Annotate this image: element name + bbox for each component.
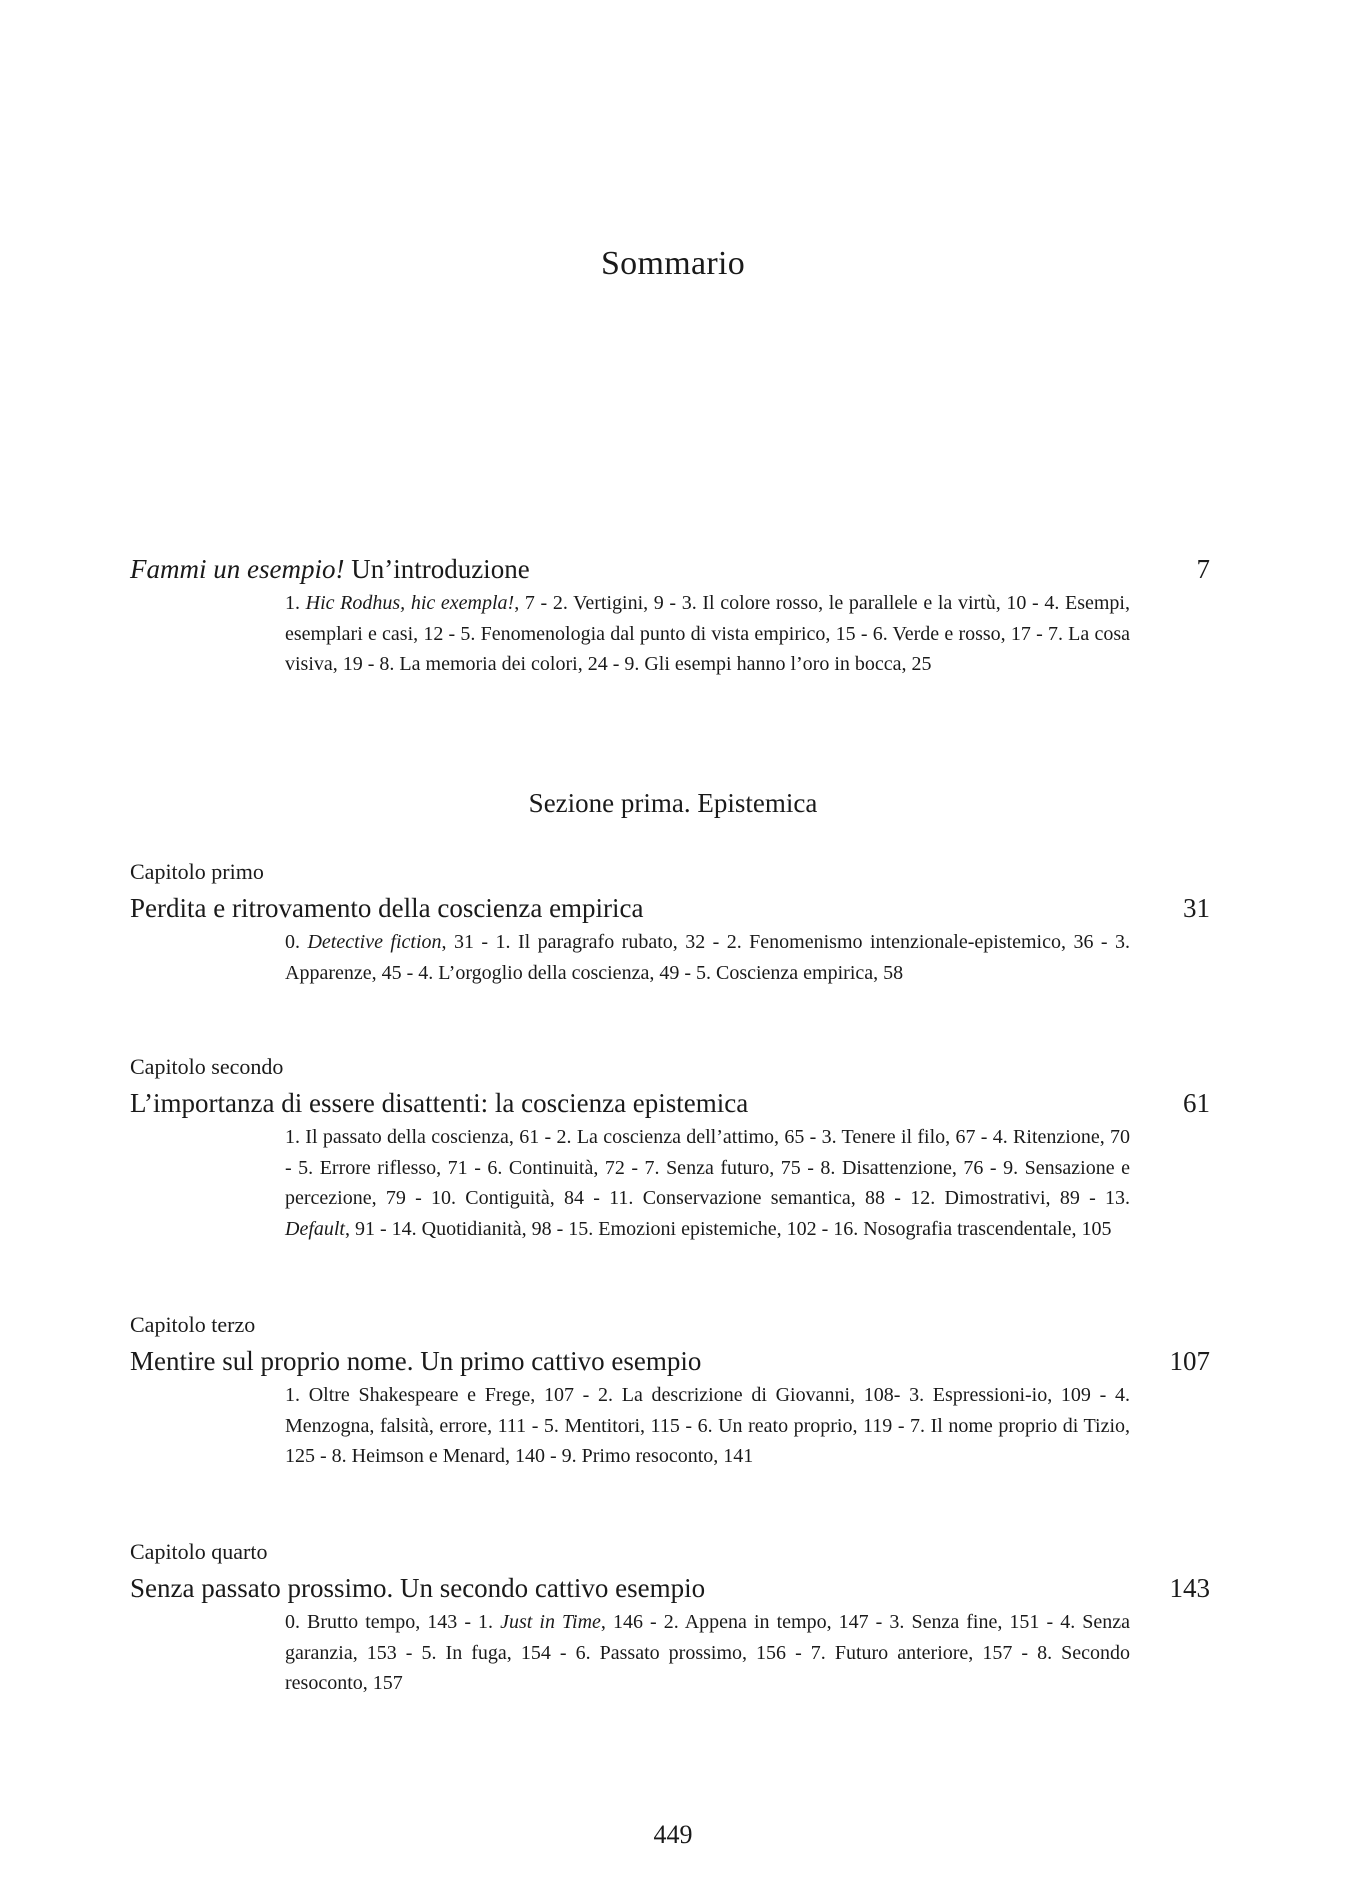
- toc-entry-intro: [130, 550, 1210, 680]
- summary-italic: Default: [285, 1217, 345, 1240]
- summary-text: , 7 - 2. Vertigini, 9 - 3. Il colore rosso, le parallele e la virtù, 10 - 4. Esempi, esemplari e casi, 12 - 5. Fenomenologia dal punto di vista empirico, 15 - 6. Verde e rosso, 17 - 7. La cosa visiva, 19 - 8. La memoria dei colori, 24 - 9. Gli esempi hanno l’oro in bocca, 25: [285, 592, 1130, 675]
- entry-page-number: 143: [1169, 1573, 1210, 1603]
- summary-text: , 31 - 1. Il paragrafo rubato, 32 - 2. Fenomenismo intenzionale-epistemico, 36 - 3. Apparenze, 45 - 4. L’orgoglio della coscienza, 49 - 5. Coscienza empirica, 58: [285, 931, 1130, 984]
- entry-title: [130, 1569, 1210, 1607]
- toc-entry-chapter-4: [130, 1535, 1210, 1699]
- toc-entry-chapter-3: [130, 1308, 1210, 1472]
- entry-title-italic: Fammi un esempio!: [130, 554, 345, 584]
- chapter-label: Capitolo secondo: [130, 1054, 284, 1079]
- toc-entry-chapter-1: [130, 855, 1210, 988]
- summary-text: 1.: [285, 592, 306, 614]
- page-title: Sommario: [600, 245, 746, 282]
- entry-page-number: 31: [1183, 893, 1210, 923]
- entry-page-number: 61: [1183, 1088, 1210, 1118]
- entry-summary: [285, 1122, 1130, 1244]
- entry-title-text: Perdita e ritrovamento della coscienza empirica: [130, 893, 644, 923]
- summary-italic: Detective fiction: [307, 931, 442, 953]
- summary-italic: Hic Rodhus, hic exempla!: [305, 592, 515, 614]
- entry-title-text: Senza passato prossimo. Un secondo cattivo esempio: [130, 1573, 706, 1603]
- entry-title: [130, 889, 1210, 927]
- entry-title: [130, 1342, 1210, 1380]
- entry-title: [130, 550, 1210, 588]
- summary-text: 0.: [285, 931, 308, 953]
- summary-text: 1. Il passato della coscienza, 61 - 2. La coscienza dell’attimo, 65 - 3. Tenere il filo, 67 - 4. Ritenzione, 70 - 5. Errore riflesso, 71 - 6. Continuità, 72 - 7. Senza futuro, 75 - 8. Disattenzione, 76 - 9. Sensazione e percezione, 79 - 10. Contiguità, 84 - 11. Conservazione semantica, 88 - 12. Dimostrativi, 89 - 13.: [285, 1126, 1130, 1209]
- entry-page-number: 107: [1169, 1346, 1210, 1376]
- page-number: 449: [653, 1820, 693, 1849]
- entry-page-number: 7: [1196, 554, 1210, 584]
- entry-title: [130, 1084, 1210, 1122]
- summary-text: , 146 - 2. Appena in tempo, 147 - 3. Senza fine, 151 - 4. Senza garanzia, 153 - 5. In fuga, 154 - 6. Passato prossimo, 156 - 7. Futuro anteriore, 157 - 8. Secondo resoconto, 157: [285, 1611, 1131, 1694]
- entry-summary: [285, 588, 1130, 680]
- summary-text: 0. Brutto tempo, 143 - 1.: [285, 1611, 501, 1633]
- entry-summary: [285, 927, 1130, 988]
- entry-title-rest: Un’introduzione: [344, 554, 530, 584]
- entry-summary: [285, 1380, 1130, 1472]
- chapter-label: Capitolo terzo: [130, 1312, 256, 1337]
- entry-title-text: Mentire sul proprio nome. Un primo cattivo esempio: [130, 1346, 702, 1376]
- summary-text: , 91 - 14. Quotidianità, 98 - 15. Emozioni epistemiche, 102 - 16. Nosografia trascendentale, 105: [345, 1217, 1112, 1240]
- entry-title-text: L’importanza di essere disattenti: la coscienza epistemica: [130, 1088, 749, 1118]
- section-heading: Sezione prima. Epistemica: [528, 788, 818, 818]
- toc-entry-chapter-2: [130, 1050, 1210, 1244]
- entry-summary: [285, 1607, 1130, 1699]
- summary-italic: Just in Time: [500, 1611, 601, 1633]
- chapter-label: Capitolo primo: [130, 859, 264, 884]
- chapter-label: Capitolo quarto: [130, 1539, 268, 1564]
- summary-text: 1. Oltre Shakespeare e Frege, 107 - 2. La descrizione di Giovanni, 108- 3. Espressioni-io, 109 - 4. Menzogna, falsità, errore, 111 - 5. Mentitori, 115 - 6. Un reato proprio, 119 - 7. Il nome proprio di Tizio, 125 - 8. Heimson e Menard, 140 - 9. Primo resoconto, 141: [285, 1384, 1130, 1467]
